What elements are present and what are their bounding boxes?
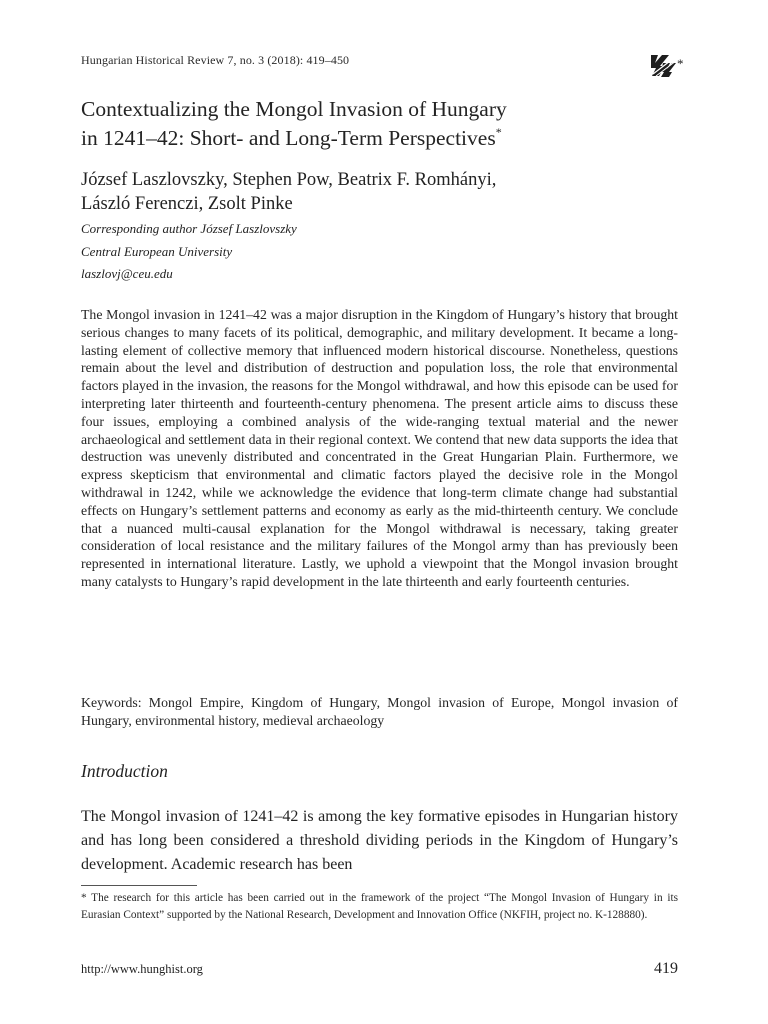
logo-star: * (677, 56, 684, 71)
author-metadata (81, 218, 681, 286)
footer-url-link[interactable]: http://www.hunghist.org (81, 962, 203, 976)
introduction-paragraph: The Mongol invasion of 1241–42 is among the key formative episodes in Hungarian history and has long been considered a threshold dividing periods in the Kingdom of Hungary’s development. Academic research has been (81, 808, 678, 873)
footnote-divider (81, 885, 197, 886)
section-heading-introduction: Introduction (81, 761, 168, 781)
title-line-1: Contextualizing the Mongol Invasion of Hungary (81, 97, 507, 121)
title-line-2: in 1241–42: Short- and Long-Term Perspectives (81, 126, 496, 150)
footnote: * The research for this article has been carried out in the framework of the project “The Mongol Invasion of Hungary in its Eurasian Context” supported by the National Research, Development and Innovation Office (NKFIH, project no. K-128880). (81, 892, 678, 921)
email-link[interactable]: laszlovj@ceu.edu (81, 266, 173, 281)
corresponding-author: Corresponding author József Laszlovszky (81, 221, 297, 236)
authors-line-1: József Laszlovszky, Stephen Pow, Beatrix F. Romhányi, (81, 170, 497, 190)
author-list (81, 168, 681, 216)
affiliation: Central European University (81, 243, 233, 259)
running-head: Hungarian Historical Review 7, no. 3 (2018): 419–450 (81, 53, 350, 67)
journal-logo-icon (650, 52, 684, 78)
title-footnote-mark: * (495, 125, 502, 139)
page-number: 419 (654, 960, 678, 977)
keywords-paragraph: Keywords: Mongol Empire, Kingdom of Hungary, Mongol invasion of Europe, Mongol invasion of Hungary, environmental history, medieval archaeology (81, 695, 678, 728)
abstract-paragraph: The Mongol invasion in 1241–42 was a major disruption in the Kingdom of Hungary’s history that brought serious changes to many facets of its political, demographic, and military development. It became a long-lasting element of collective memory that influenced modern historical discourse. Nonetheless, questions remain about the level and distribution of destruction and population loss, the role that environmental factors played in the invasion, the reasons for the Mongol withdrawal, and how this episode can be used for interpreting later thirteenth and fourteenth-century phenomena. The present article aims to discuss these four issues, employing a combined analysis of the wide-ranging textual material and the newer archaeological and settlement data in their regional context. We contend that new data supports the idea that destruction was unevenly distributed and concentrated in the Great Hungarian Plain. Furthermore, we express skepticism that environmental and climatic factors played the decisive role in the Mongol withdrawal in 1242, while we acknowledge the evidence that long-term climate change had substantial effects on Hungary’s settlement patterns and economy as early as the mid-thirteenth century. We conclude that a nuanced multi-causal explanation for the Mongol withdrawal is necessary, taking greater consideration of local resistance and the military failures of the Mongol army than has previously been represented in international literature. Lastly, we uphold a viewpoint that the Mongol invasion brought many catalysts to Hungary’s rapid development in the late thirteenth and early fourteenth centuries. (81, 307, 678, 589)
journal-logo-graphic (650, 52, 680, 78)
authors-line-2: László Ferenczi, Zsolt Pinke (81, 194, 293, 214)
article-title (81, 95, 681, 153)
